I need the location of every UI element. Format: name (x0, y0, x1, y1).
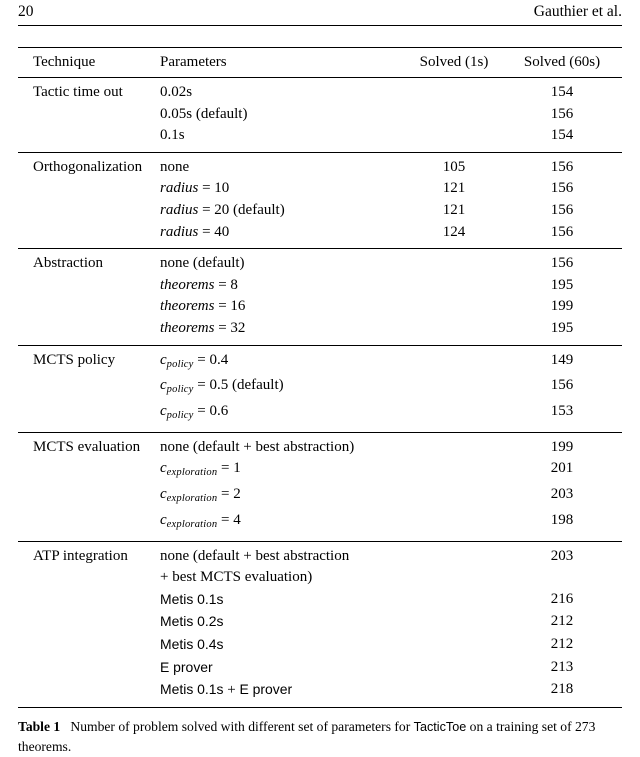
text-segment: none (default) (160, 255, 245, 272)
text-segment: c (160, 351, 167, 368)
technique-cell (18, 611, 160, 634)
solved-1s-cell: 105 (442, 158, 466, 175)
col-header-parameters: Parameters (160, 54, 227, 70)
text-segment: = 16 (214, 298, 246, 315)
col-header-solved-1s: Solved (1s) (419, 54, 489, 70)
parameter-cell (160, 484, 406, 510)
solved-1s-cell (406, 458, 502, 484)
text-segment: c (160, 377, 167, 394)
table-row (18, 510, 622, 536)
table-row (18, 125, 622, 147)
text-segment: 0.02s (160, 84, 193, 100)
text-segment: radius (160, 223, 199, 240)
solved-1s-cell (406, 104, 502, 126)
table-row (18, 375, 622, 401)
parameter-cell (160, 679, 406, 702)
col-header-technique: Technique (33, 54, 96, 70)
text-segment: Metis 0.4s (160, 635, 224, 652)
solved-60s-cell: 199 (550, 438, 574, 455)
solved-60s-cell: 156 (550, 201, 574, 218)
technique-cell: MCTS evaluation (33, 438, 141, 455)
technique-cell (18, 484, 160, 510)
text-segment: Metis 0.2s (160, 613, 224, 630)
solved-60s-cell: 195 (550, 276, 574, 293)
technique-cell (18, 634, 160, 657)
text-segment: = 8 (214, 276, 238, 293)
text-segment: radius (160, 180, 199, 197)
text-segment: Metis 0.1s (160, 681, 224, 698)
technique-cell (18, 567, 160, 589)
solved-60s-cell: 195 (550, 319, 574, 336)
results-table (18, 47, 622, 708)
text-segment: 0.1s (160, 127, 185, 144)
solved-1s-cell (406, 484, 502, 510)
text-segment: + (223, 682, 240, 699)
solved-1s-cell (406, 401, 502, 427)
solved-1s-cell: 124 (442, 223, 466, 240)
running-head-authors: Gauthier et al. (533, 3, 622, 20)
table-row (18, 222, 622, 244)
parameter-cell (160, 82, 406, 104)
solved-60s-cell: 153 (550, 403, 574, 419)
technique-cell (18, 178, 160, 200)
technique-cell: Abstraction (33, 255, 103, 272)
parameter-cell (160, 222, 406, 244)
text-segment: exploration (166, 467, 218, 479)
technique-cell (18, 589, 160, 612)
solved-1s-cell (406, 275, 502, 297)
solved-60s-cell: 154 (550, 84, 574, 100)
table-row (18, 589, 622, 612)
text-segment: theorems (160, 319, 215, 336)
text-segment: none (default + best abstraction (160, 547, 350, 564)
solved-1s-cell (406, 546, 502, 568)
solved-60s-cell: 213 (550, 658, 574, 675)
parameter-cell (160, 375, 406, 401)
solved-60s-cell: 198 (550, 511, 574, 528)
solved-1s-cell (406, 510, 502, 536)
technique-cell (18, 104, 160, 126)
table-row (18, 157, 622, 179)
parameter-cell (160, 296, 406, 318)
table-caption (18, 717, 622, 757)
text-segment: exploration (166, 518, 218, 530)
solved-60s-cell: 216 (550, 590, 574, 607)
solved-60s-cell: 203 (550, 547, 574, 564)
text-segment: c (160, 403, 167, 419)
table-row (18, 546, 622, 568)
solved-1s-cell (406, 350, 502, 376)
solved-60s-cell: 156 (550, 377, 574, 394)
text-segment: = 32 (214, 319, 246, 336)
solved-60s-cell: 156 (550, 255, 574, 272)
solved-60s-cell: 156 (550, 105, 574, 122)
solved-1s-cell: 121 (442, 180, 466, 197)
col-header-solved-60s: Solved (60s) (523, 54, 601, 70)
solved-60s-cell: 212 (550, 613, 574, 630)
technique-cell (18, 375, 160, 401)
solved-1s-cell (406, 296, 502, 318)
table-section (18, 152, 622, 248)
table-header-row (18, 48, 622, 77)
table-row (18, 401, 622, 427)
parameter-cell (160, 437, 406, 459)
text-segment: Number of problem solved with different set of parameters for (60, 718, 414, 734)
parameter-cell (160, 657, 406, 680)
solved-1s-cell (406, 657, 502, 680)
text-segment: policy (166, 358, 194, 370)
parameter-cell (160, 318, 406, 340)
technique-cell (18, 401, 160, 427)
text-segment: Table 1 (18, 718, 61, 734)
technique-cell (18, 275, 160, 297)
table-row (18, 611, 622, 634)
text-segment: exploration (166, 493, 218, 505)
table-row (18, 104, 622, 126)
solved-60s-cell: 212 (550, 635, 574, 652)
parameter-cell (160, 178, 406, 200)
solved-60s-cell: 218 (550, 681, 574, 698)
solved-60s-cell: 199 (550, 298, 574, 315)
technique-cell (18, 510, 160, 536)
page-number: 20 (18, 3, 34, 20)
parameter-cell (160, 589, 406, 612)
solved-1s-cell (406, 589, 502, 612)
text-segment: = 1 (217, 460, 241, 477)
solved-1s-cell (406, 567, 502, 589)
technique-cell (18, 657, 160, 680)
technique-cell: ATP integration (33, 547, 128, 564)
solved-60s-cell (502, 567, 622, 589)
solved-1s-cell (406, 82, 502, 104)
text-segment: E prover (239, 681, 293, 698)
text-segment: c (160, 511, 167, 528)
solved-1s-cell (406, 375, 502, 401)
solved-60s-cell: 203 (550, 486, 574, 503)
table-row (18, 253, 622, 275)
technique-cell (18, 125, 160, 147)
text-segment: = 0.4 (193, 351, 229, 368)
text-segment: none (default + best abstraction) (160, 438, 355, 455)
solved-1s-cell (406, 679, 502, 702)
table-section (18, 77, 622, 152)
text-segment: + best MCTS evaluation) (160, 569, 313, 586)
table-row (18, 178, 622, 200)
text-segment: radius (160, 201, 199, 218)
solved-1s-cell (406, 318, 502, 340)
technique-cell (18, 458, 160, 484)
text-segment: E prover (160, 658, 213, 675)
technique-cell (18, 296, 160, 318)
solved-60s-cell: 156 (550, 223, 574, 240)
solved-60s-cell: 156 (550, 158, 574, 175)
solved-1s-cell (406, 253, 502, 275)
table-row (18, 318, 622, 340)
table-row (18, 350, 622, 376)
solved-1s-cell (406, 611, 502, 634)
table-row (18, 657, 622, 680)
text-segment: TacticToe (413, 719, 467, 734)
text-segment: none (160, 158, 190, 175)
text-segment: = 4 (217, 511, 241, 528)
solved-1s-cell (406, 437, 502, 459)
text-segment: 0.05s (default) (160, 105, 248, 122)
parameter-cell (160, 200, 406, 222)
technique-cell: MCTS policy (33, 351, 116, 368)
running-head (18, 0, 622, 26)
text-segment: = 2 (217, 486, 241, 503)
text-segment: policy (166, 384, 194, 396)
parameter-cell (160, 401, 406, 427)
solved-1s-cell (406, 634, 502, 657)
text-segment: on a training set of 273 theorems. (18, 718, 596, 755)
text-segment: = 10 (198, 180, 230, 197)
table-row (18, 437, 622, 459)
parameter-cell (160, 125, 406, 147)
text-segment: = 0.6 (193, 403, 229, 419)
solved-1s-cell: 121 (442, 201, 466, 218)
table-row (18, 296, 622, 318)
solved-1s-cell (406, 125, 502, 147)
solved-60s-cell: 201 (550, 460, 574, 477)
parameter-cell (160, 510, 406, 536)
table-row (18, 82, 622, 104)
parameter-cell (160, 611, 406, 634)
technique-cell (18, 679, 160, 702)
solved-60s-cell: 156 (550, 180, 574, 197)
table-row (18, 200, 622, 222)
text-segment: = 20 (default) (198, 201, 285, 218)
technique-cell (18, 200, 160, 222)
text-segment: c (160, 486, 167, 503)
table-row (18, 484, 622, 510)
table-row (18, 458, 622, 484)
table-row (18, 567, 622, 589)
table-body (18, 77, 622, 707)
parameter-cell (160, 104, 406, 126)
text-segment: Metis 0.1s (160, 590, 224, 607)
table-section (18, 432, 622, 541)
technique-cell (18, 222, 160, 244)
table-row (18, 679, 622, 702)
parameter-cell (160, 567, 406, 589)
parameter-cell (160, 253, 406, 275)
table-section (18, 541, 622, 707)
parameter-cell (160, 458, 406, 484)
text-segment: c (160, 460, 167, 477)
table-row (18, 634, 622, 657)
technique-cell (18, 318, 160, 340)
table-section (18, 345, 622, 432)
parameter-cell (160, 634, 406, 657)
solved-60s-cell: 149 (550, 351, 574, 368)
parameter-cell (160, 275, 406, 297)
text-segment: policy (166, 410, 194, 422)
text-segment: = 40 (198, 223, 230, 240)
text-segment: theorems (160, 276, 215, 293)
solved-60s-cell: 154 (550, 127, 574, 144)
table-row (18, 275, 622, 297)
technique-cell: Tactic time out (33, 84, 123, 100)
text-segment: = 0.5 (default) (193, 377, 284, 394)
parameter-cell (160, 546, 406, 568)
parameter-cell (160, 350, 406, 376)
text-segment: theorems (160, 298, 215, 315)
table-section (18, 248, 622, 344)
parameter-cell (160, 157, 406, 179)
technique-cell: Orthogonalization (33, 158, 143, 175)
